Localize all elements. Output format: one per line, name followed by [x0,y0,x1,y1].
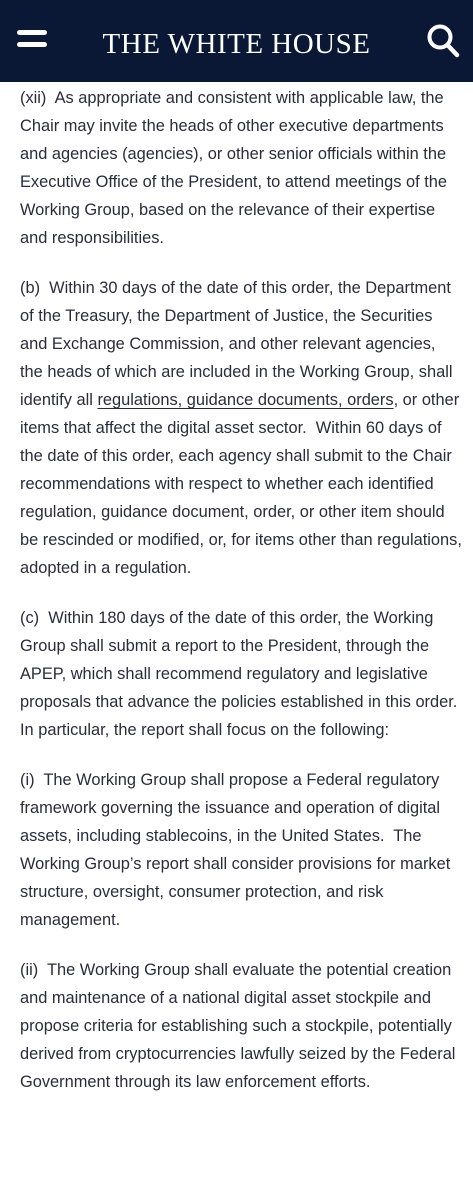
regulations-guidance-orders-link[interactable]: regulations, guidance documents, orders [97,391,394,409]
site-title[interactable]: THE WHITE HOUSE [102,28,371,60]
paragraph-b-text-start: (b) Within 30 days of the date of this order, the Department of the Treasury, the Department of Justice, the Securities and Exchange Commission, and other relevant agencies, the heads of which are included in the Working Group, shall identify all [20,279,458,409]
paragraph-b [20,274,467,582]
paragraph-ii: (ii) The Working Group shall evaluate the potential creation and maintenance of a national digital asset stockpile and propose criteria for establishing such a stockpile, potentially derived from cryptocurrencies lawfully seized by the Federal Government through its law enforcement efforts. [20,961,461,1091]
site-header [0,0,473,82]
paragraph-xii: (xii) As appropriate and consistent with applicable law, the Chair may invite the heads of other executive departments and agencies (agencies), or other senior officials within the Executive Office of the President, to attend meetings of the Working Group, based on the relevance of their expertise and responsibilities. [20,89,452,247]
article-body [20,84,467,1118]
paragraph-i: (i) The Working Group shall propose a Federal regulatory framework governing the issuance and operation of digital assets, including stablecoins, in the United States. The Working Group’s report shall consider provisions for market structure, oversight, consumer protection, and risk management. [20,771,455,929]
paragraph-c: (c) Within 180 days of the date of this order, the Working Group shall submit a report to the President, through the APEP, which shall recommend regulatory and legislative proposals that advance the policies established in this order. In particular, the report shall focus on the following: [20,609,467,739]
search-icon[interactable] [426,22,462,60]
paragraph-b-text-end: , or other items that affect the digital asset sector. Within 60 days of the date of this order, each agency shall submit to the Chair recommendations with respect to whether each identified regulation, guidance document, order, or other item should be rescinded or modified, or, for items other than regulations, adopted in a regulation. [20,391,467,577]
